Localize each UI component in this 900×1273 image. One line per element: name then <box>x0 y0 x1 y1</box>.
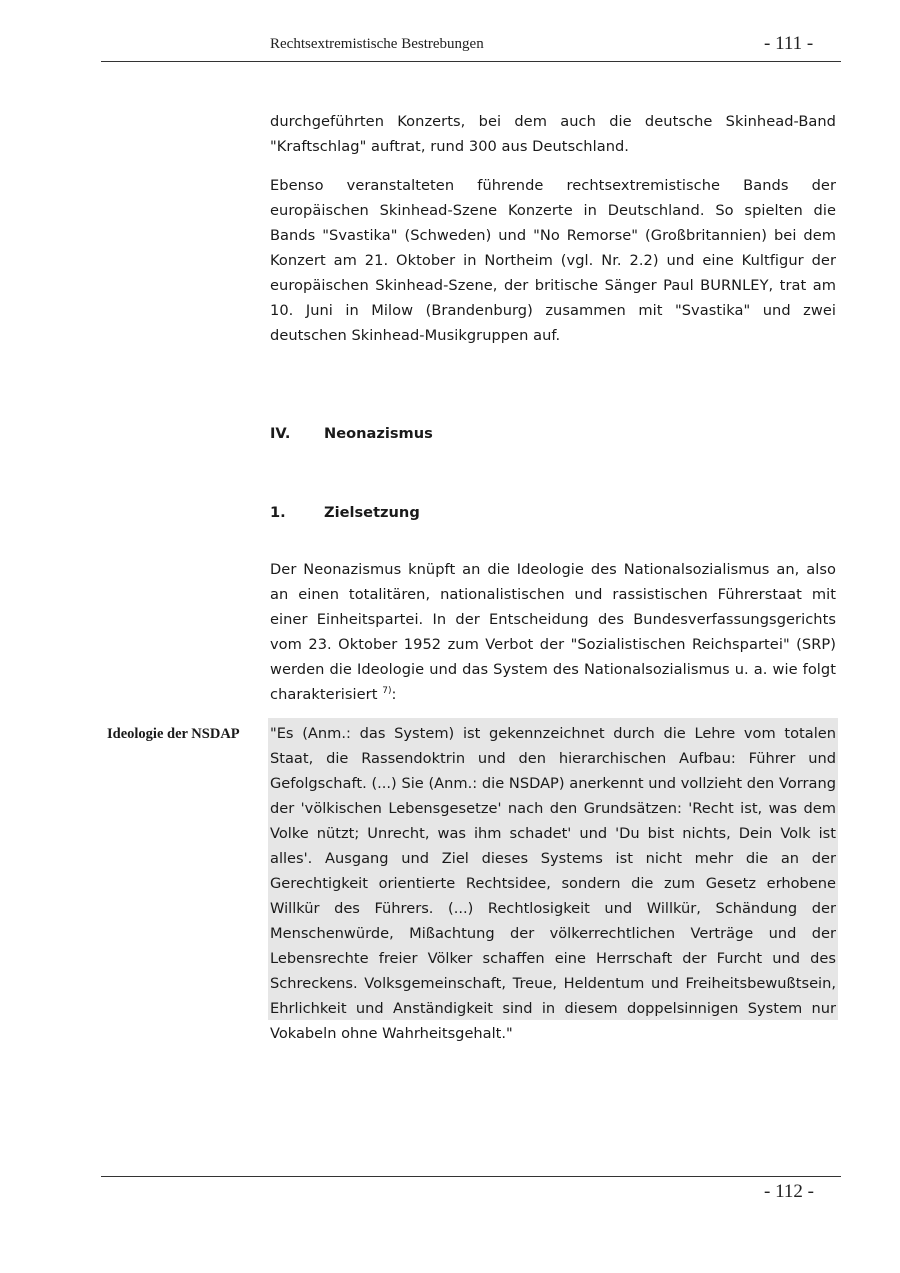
margin-note: Ideologie der NSDAP <box>107 726 240 742</box>
footer-divider <box>101 1176 841 1177</box>
section-title: Neonazismus <box>324 425 433 442</box>
footer-page-number: - 112 - <box>764 1181 814 1202</box>
footnote-marker: 7) <box>382 686 392 696</box>
header-page-number: - 111 - <box>764 33 814 54</box>
paragraph-neonazism-text: Der Neonazismus knüpft an die Ideologie des Nationalsozialismus an, also an einen totalitären, nationalistischen und rassistischen Führerstaat mit einer Einheitspartei. In der Entscheidung des Bundesverfassungsgerichts vom 23. Oktober 1952 zum Verbot der "Sozialistischen Reichspartei" (SRP) werden die Ideologie und das System des Nationalsozialismus u. a. wie folgt charakterisiert <box>270 561 836 703</box>
subsection-title: Zielsetzung <box>324 504 420 521</box>
running-header-title: Rechtsextremistische Bestrebungen <box>270 36 484 52</box>
court-quotation: "Es (Anm.: das System) ist gekennzeichnet durch die Lehre vom totalen Staat, die Rassendoktrin und den hierarchischen Aufbau: Führer und Gefolgschaft. (...) Sie (Anm.: die NSDAP) anerkennt und vollzieht den Vorrang der 'völkischen Lebensgesetze' nach den Grundsätzen: 'Recht ist, was dem Volke nützt; Unrecht, was ihm schadet' und 'Du bist nichts, Dein Volk ist alles'. Ausgang und Ziel dieses Systems ist nicht mehr die an der Gerechtigkeit orientierte Rechtsidee, sondern die zum Gesetz erhobene Willkür des Führers. (...) Rechtlosigkeit und Willkür, Schändung der Menschenwürde, Mißachtung der völkerrechtlichen Verträge und der Lebensrechte freier Völker schaffen eine Herrschaft der Furcht und des Schreckens. Volksgemeinschaft, Treue, Heldentum und Freiheitsbewußtsein, Ehrlichkeit und Anständigkeit sind in diesem doppelsinnigen System nur Vokabeln ohne Wahrheitsgehalt." <box>270 725 836 1042</box>
subsection-number: 1. <box>270 504 286 521</box>
paragraph-neonazism-definition <box>270 557 836 707</box>
section-number: IV. <box>270 425 291 442</box>
paragraph-concert-continuation: durchgeführten Konzerts, bei dem auch die deutsche Skinhead-Band "Kraftschlag" auftrat, rund 300 aus Deutschland. <box>270 113 836 155</box>
paragraph-european-bands: Ebenso veranstalteten führende rechtsextremistische Bands der europäischen Skinhead-Szene Konzerte in Deutschland. So spielten die Bands "Svastika" (Schweden) und "No Remorse" (Großbritannien) bei dem Konzert am 21. Oktober in Northeim (vgl. Nr. 2.2) und eine Kultfigur der europäischen Skinhead-Szene, der britische Sänger Paul BURNLEY, trat am 10. Juni in Milow (Brandenburg) zusammen mit "Svastika" und zwei deutschen Skinhead-Musikgruppen auf. <box>270 177 836 344</box>
header-divider <box>101 61 841 62</box>
paragraph-colon: : <box>391 686 397 703</box>
